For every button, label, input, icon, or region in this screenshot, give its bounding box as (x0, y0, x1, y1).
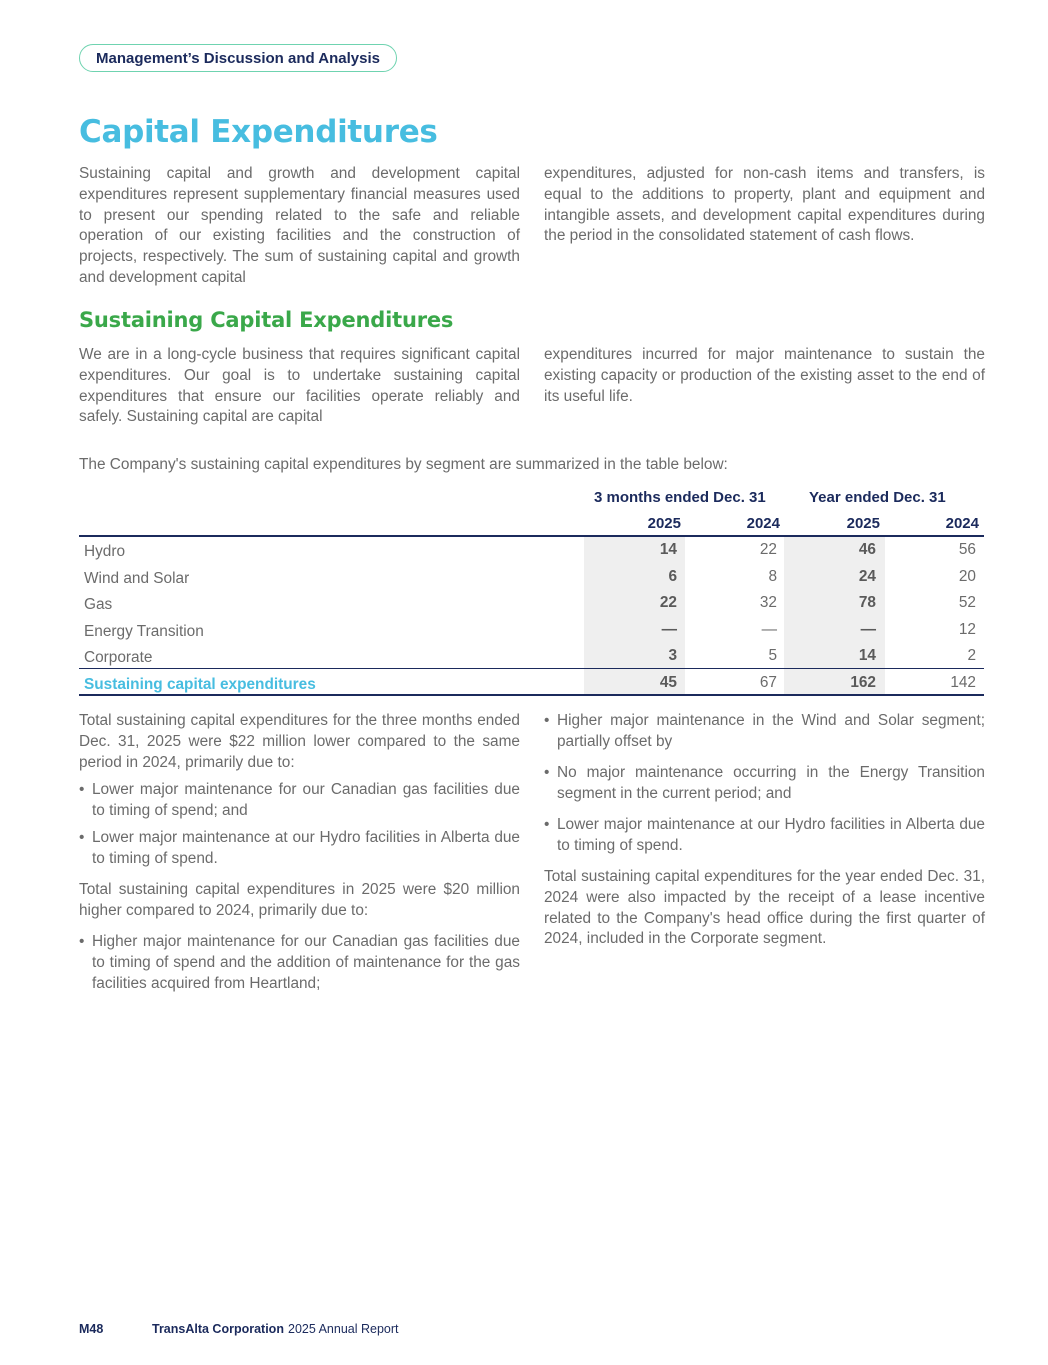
table-cell: 24 (858, 568, 876, 585)
table-cell: — (860, 621, 876, 638)
table-cell: 45 (659, 674, 677, 691)
row-label-wind-and-solar: Wind and Solar (84, 570, 190, 587)
section-heading: Sustaining Capital Expenditures (79, 308, 454, 332)
table-cell: 22 (659, 594, 677, 611)
sustaining-paragraph-right: expenditures incurred for major maintenance to sustain the existing capacity or production of the existing asset to the end of its useful life. (544, 346, 985, 405)
row-label-gas: Gas (84, 596, 113, 613)
footer-report: 2025 Annual Report (288, 1322, 399, 1336)
table-cell: 5 (768, 647, 777, 664)
list-item-text: Higher major maintenance for our Canadian gas facilities due to timing of spend and the addition of maintenance for the gas facilities acquired from Heartland; (92, 933, 520, 992)
table-cell: 14 (659, 541, 677, 558)
table-cell: 3 (668, 647, 677, 664)
list-item-text: No major maintenance occurring in the Energy Transition segment in the current period; and (557, 764, 985, 802)
bullet-icon: • (79, 781, 85, 798)
table-cell: 8 (768, 568, 777, 585)
list-item-text: Higher major maintenance in the Wind and Solar segment; partially offset by (557, 712, 985, 750)
list-item (79, 780, 520, 822)
page-number: M48 (79, 1322, 104, 1336)
group-header-year: Year ended Dec. 31 (809, 489, 946, 506)
list-item-text: Lower major maintenance at our Hydro facilities in Alberta due to timing of spend. (92, 829, 520, 867)
table-cell: 162 (850, 674, 876, 691)
group-header-3-months: 3 months ended Dec. 31 (594, 489, 766, 506)
col-header-3m-2024: 2024 (746, 515, 780, 532)
table-cell: 32 (759, 594, 777, 611)
table-cell: 12 (958, 621, 976, 638)
total-rule-top (79, 668, 984, 669)
list-item (544, 763, 985, 805)
row-label-energy-transition: Energy Transition (84, 623, 204, 640)
header-rule (79, 535, 984, 537)
table-cell: 14 (858, 647, 876, 664)
table-cell: — (661, 621, 677, 638)
table-cell: 2 (967, 647, 976, 664)
list-item-text: Lower major maintenance for our Canadian gas facilities due to timing of spend; and (92, 781, 520, 819)
bullet-icon: • (79, 933, 85, 950)
analysis-paragraph: Total sustaining capital expenditures for the three months ended Dec. 31, 2025 were $22 million lower compared to the same period in 2024, primarily due to: (79, 712, 520, 771)
list-item (544, 815, 985, 857)
table-cell: — (761, 621, 777, 638)
col-header-year-2024: 2024 (945, 515, 979, 532)
table-cell: 142 (950, 674, 976, 691)
table-cell: 56 (958, 541, 976, 558)
table-cell: 46 (858, 541, 876, 558)
shade-col-3m-2025 (584, 536, 685, 696)
col-header-year-2025: 2025 (846, 515, 880, 532)
analysis-paragraph: Total sustaining capital expenditures for the year ended Dec. 31, 2024 were also impacted by the receipt of a lease incentive related to the Company's head office during the first quarter of 2024, included in the Corporate segment. (544, 868, 985, 948)
intro-paragraph-left: Sustaining capital and growth and development capital expenditures represent supplementary financial measures used to present our spending related to the safe and reliable operation of our existing facilities and the construction of projects, respectively. The sum of sustaining capital and growth and development capital (79, 165, 520, 286)
footer-company: TransAlta Corporation (152, 1322, 284, 1336)
bullet-icon: • (544, 816, 550, 833)
table-cell: 6 (668, 568, 677, 585)
table-cell: 78 (858, 594, 876, 611)
intro-paragraph-right: expenditures, adjusted for non-cash items and transfers, is equal to the additions to property, plant and equipment and intangible assets, and development capital expenditures during the period in the consolidated statement of cash flows. (544, 165, 985, 245)
section-label: Management’s Discussion and Analysis (79, 44, 397, 72)
list-item-text: Lower major maintenance at our Hydro facilities in Alberta due to timing of spend. (557, 816, 985, 854)
row-label-hydro: Hydro (84, 543, 126, 560)
col-header-3m-2025: 2025 (647, 515, 681, 532)
analysis-paragraph: Total sustaining capital expenditures in 2025 were $20 million higher compared to 2024, primarily due to: (79, 881, 520, 919)
sustaining-paragraph-left: We are in a long-cycle business that requires significant capital expenditures. Our goal is to undertake sustaining capital expenditures that ensure our facilities operate reliably and safely. Sustaining capital are capital (79, 346, 520, 426)
list-item (544, 711, 985, 753)
table-cell: 52 (958, 594, 976, 611)
shade-col-year-2025 (784, 536, 885, 696)
bullet-icon: • (544, 712, 550, 729)
row-label-corporate: Corporate (84, 649, 153, 666)
bullet-icon: • (544, 764, 550, 781)
list-item (79, 828, 520, 870)
row-label-total: Sustaining capital expenditures (84, 676, 316, 693)
table-cell: 67 (759, 674, 777, 691)
list-item (79, 932, 520, 994)
page-title: Capital Expenditures (79, 114, 438, 150)
total-rule-bottom (79, 694, 984, 696)
table-intro: The Company's sustaining capital expenditures by segment are summarized in the table below: (79, 456, 728, 473)
bullet-icon: • (79, 829, 85, 846)
table-cell: 20 (958, 568, 976, 585)
table-cell: 22 (759, 541, 777, 558)
